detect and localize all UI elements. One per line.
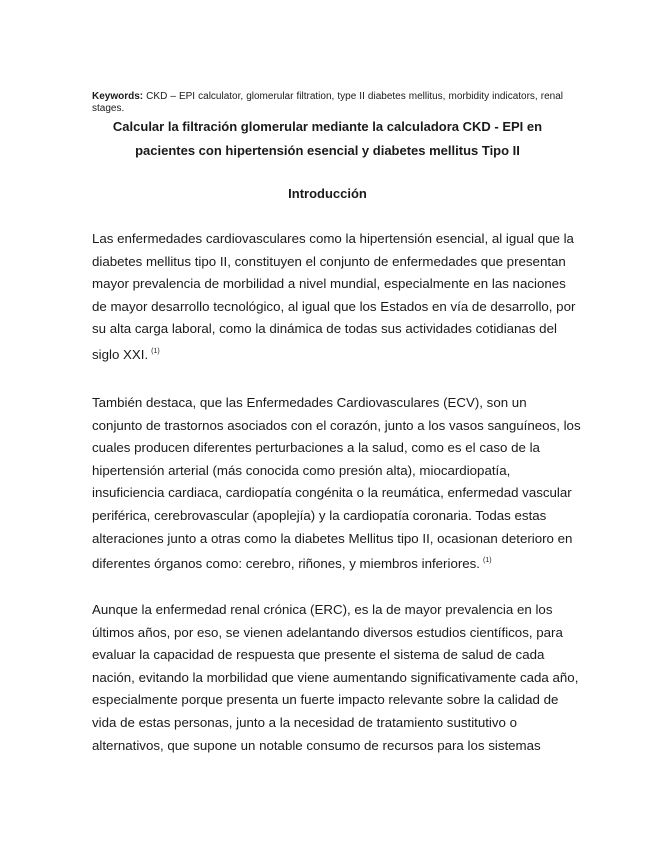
- paragraph-line: mayor prevalencia de morbilidad a nivel mundial, especialmente en las naciones: [92, 276, 566, 292]
- paragraph-2: [92, 392, 581, 576]
- paragraph-line: nación, evitando la morbilidad que viene aumentando significativamente cada año,: [92, 669, 579, 685]
- paragraph-line: insuficiencia cardiaca, cardiopatía congénita o la reumática, enfermedad vascular: [92, 485, 572, 501]
- paper-title: [92, 116, 563, 162]
- paragraph-last-line: [92, 341, 572, 367]
- paragraph-line: de mayor desarrollo tecnológico, al igual que los Estados en vía de desarrollo, por: [92, 298, 576, 314]
- paragraph-3: [92, 599, 579, 757]
- citation-reference: (1): [483, 557, 492, 565]
- paragraph-line-text: siglo XXI.: [92, 346, 149, 362]
- title-line-2: pacientes con hipertensión esencial y diabetes mellitus Tipo II: [135, 143, 520, 158]
- citation-reference: (1): [151, 347, 160, 355]
- keywords-text: CKD – EPI calculator, glomerular filtration, type II diabetes mellitus, morbidity indicators, renal stages.: [92, 91, 563, 114]
- keywords-label: Keywords:: [92, 91, 144, 102]
- paragraph-line-text: diferentes órganos como: cerebro, riñones, y miembros inferiores.: [92, 556, 480, 572]
- paragraph-line: hipertensión arterial (más conocida como presión alta), miocardiopatía,: [92, 462, 511, 478]
- paragraph-line: vida de estas personas, junto a la necesidad de tratamiento sustitutivo o: [92, 714, 518, 730]
- paragraph-line: Las enfermedades cardiovasculares como la hipertensión esencial, al igual que la: [92, 231, 574, 246]
- paragraph-line: periférica, cerebrovascular (apoplejía) y la cardiopatía coronaria. Todas estas: [92, 507, 547, 523]
- paragraph-line: evaluar la capacidad de respuesta que presente el sistema de salud de cada: [92, 647, 545, 663]
- title-line-1: Calcular la filtración glomerular mediante la calculadora CKD - EPI en: [112, 119, 543, 134]
- paragraph-line: últimos años, por eso, se vienen adelantando diversos estudios científicos, para: [92, 624, 563, 640]
- paragraph-last-line: [92, 550, 572, 576]
- paragraph-line: alteraciones junto a otras como la diabetes Mellitus tipo II, ocasionan deterioro en: [92, 530, 573, 546]
- paragraph-line: conjunto de trastornos asociados con el corazón, junto a los vasos sanguíneos, los: [92, 417, 581, 433]
- paragraph-line: cuales producen diferentes perturbaciones a la salud, como es el caso de la: [92, 440, 540, 456]
- paragraph-line: También destaca, que las Enfermedades Cardiovasculares (ECV), son un: [92, 395, 527, 410]
- keywords-block: [92, 91, 563, 115]
- paragraph-line: especialmente porque presenta un fuerte impacto relevante sobre la calidad de: [92, 692, 559, 708]
- paragraph-1: [92, 228, 576, 367]
- paragraph-line: alternativos, que supone un notable consumo de recursos para los sistemas: [92, 737, 541, 753]
- paragraph-line: diabetes mellitus tipo II, constituyen el conjunto de enfermedades que presentan: [92, 253, 566, 269]
- paragraph-line: su alta carga laboral, como la dinámica de todas sus actividades cotidianas del: [92, 321, 557, 337]
- paragraph-line: Aunque la enfermedad renal crónica (ERC), es la de mayor prevalencia en los: [92, 602, 553, 617]
- section-heading-introduccion: Introducción: [288, 186, 367, 201]
